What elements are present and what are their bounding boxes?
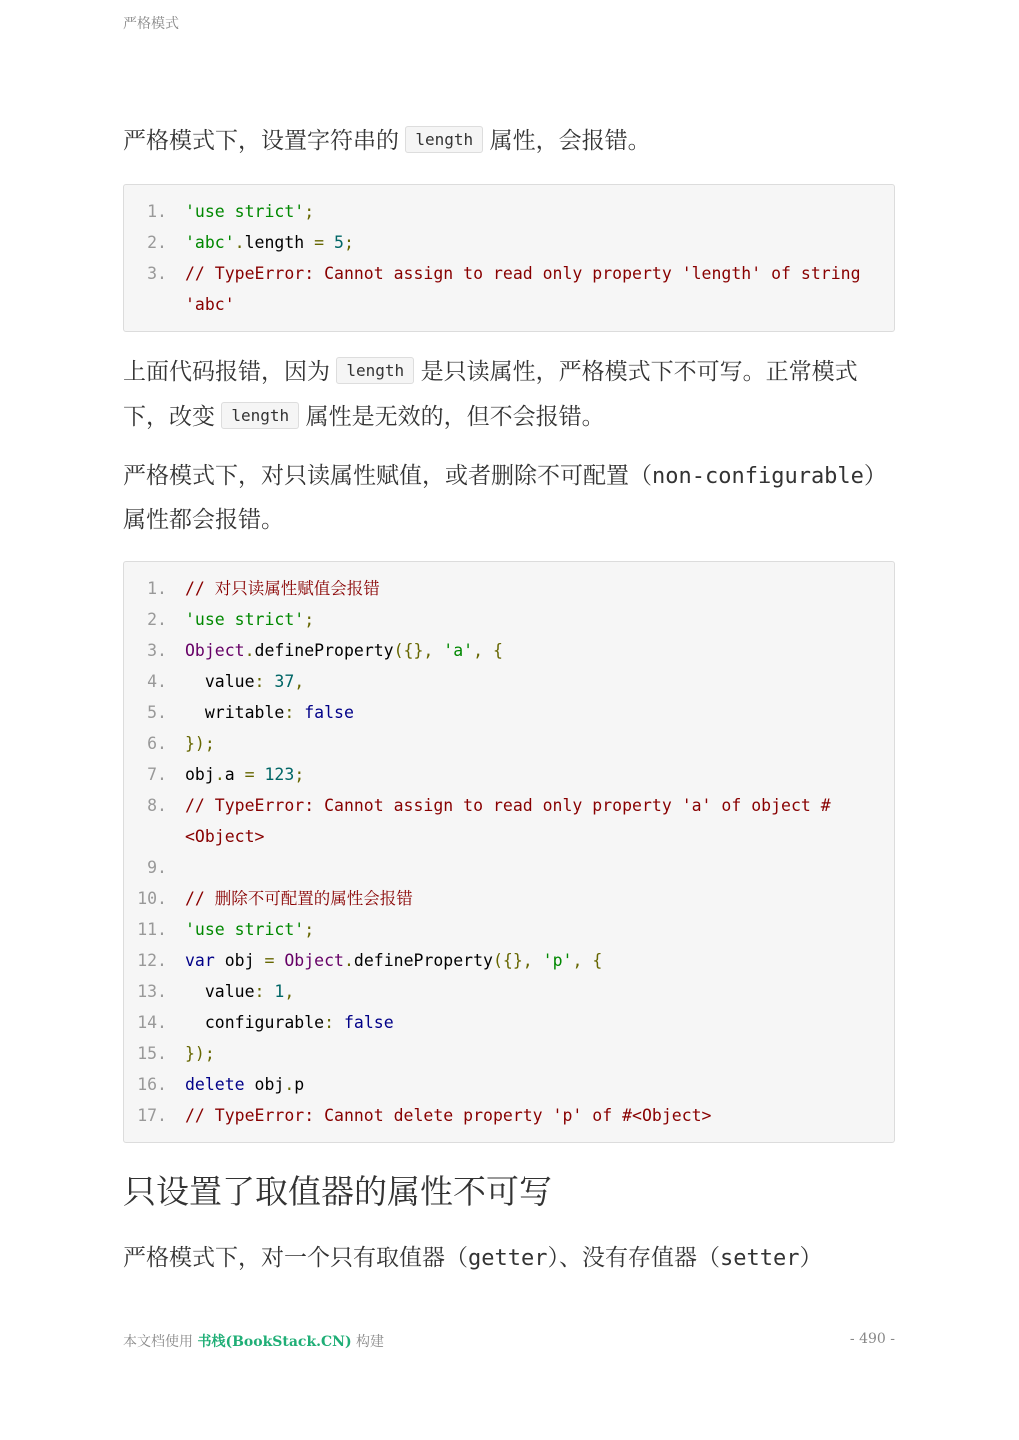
paragraph-1: [123, 119, 895, 164]
code-text: 'use strict';: [185, 920, 315, 939]
page-number: - 490 -: [849, 1331, 895, 1347]
line-number: 4.: [147, 672, 167, 691]
code-line: [124, 697, 894, 728]
code-text: writable: false: [185, 703, 354, 722]
code-line: [124, 196, 894, 227]
code-text: var obj = Object.defineProperty({}, 'p', {: [185, 951, 603, 970]
code-block-1: [123, 184, 895, 332]
code-text: configurable: false: [185, 1013, 394, 1032]
code-line: [124, 666, 894, 697]
code-line: [124, 914, 894, 945]
code-line: [124, 258, 894, 320]
para4-mono-getter: getter: [468, 1246, 548, 1271]
line-number: 16.: [137, 1075, 167, 1094]
para3-text-a: 严格模式下，对只读属性赋值，或者删除不可配置（: [123, 462, 652, 488]
line-number: 6.: [147, 734, 167, 753]
code-line: [124, 573, 894, 604]
code-text: 'abc'.length = 5;: [185, 233, 354, 252]
code-line: [124, 1069, 894, 1100]
code-line: [124, 227, 894, 258]
footer-suffix: 构建: [351, 1334, 385, 1350]
line-number: 12.: [137, 951, 167, 970]
code-text: obj.a = 123;: [185, 765, 305, 784]
line-number: 10.: [137, 889, 167, 908]
code-text: value: 1,: [185, 982, 295, 1001]
para1-text-a: 严格模式下，设置字符串的: [123, 127, 406, 153]
code-line: [124, 976, 894, 1007]
line-number: 1.: [147, 202, 167, 221]
code-text: [185, 852, 894, 883]
para3-text-b: ）属性都会报错。: [123, 462, 887, 532]
code-line: [124, 728, 894, 759]
paragraph-2: [123, 350, 895, 440]
code-text: 'use strict';: [185, 610, 315, 629]
code-line: [124, 945, 894, 976]
section-heading: 只设置了取值器的属性不可写: [123, 1173, 552, 1210]
code-text: // TypeError: Cannot assign to read only property 'a' of object #<Object>: [185, 796, 831, 846]
para2-text-c: 属性是无效的，但不会报错。: [299, 403, 605, 429]
footer-prefix: 本文档使用: [123, 1334, 198, 1350]
paragraph-4: [123, 1236, 895, 1280]
line-number: 3.: [147, 641, 167, 660]
code-text: // 删除不可配置的属性会报错: [185, 889, 413, 908]
code-text: // TypeError: Cannot assign to read only property 'length' of string 'abc': [185, 264, 871, 314]
footer-credit: [123, 1331, 384, 1351]
running-header: 严格模式: [123, 16, 179, 32]
code-text: Object.defineProperty({}, 'a', {: [185, 641, 503, 660]
line-number: 14.: [137, 1013, 167, 1032]
line-number: 5.: [147, 703, 167, 722]
para1-text-b: 属性，会报错。: [483, 127, 651, 153]
line-number: 1.: [147, 579, 167, 598]
para3-mono-term: non-configurable: [652, 464, 864, 489]
footer-brand-link[interactable]: 书栈(BookStack.CN): [197, 1334, 352, 1350]
para2-text-b: 是只读属性，严格模式下不可写。正常模式下，改变: [123, 358, 858, 429]
paragraph-3: [123, 454, 895, 540]
code-block-2: [123, 561, 895, 1143]
inline-code-length: length: [405, 126, 483, 153]
line-number: 11.: [137, 920, 167, 939]
line-number: 9.: [147, 858, 167, 877]
inline-code-length: length: [336, 357, 414, 384]
line-number: 7.: [147, 765, 167, 784]
inline-code-length: length: [221, 402, 299, 429]
code-text: delete obj.p: [185, 1075, 305, 1094]
para2-text-a: 上面代码报错，因为: [123, 358, 337, 384]
para4-mono-setter: setter: [719, 1246, 800, 1271]
code-text: // 对只读属性赋值会报错: [185, 579, 380, 598]
code-line: [124, 604, 894, 635]
code-line: [124, 852, 894, 883]
line-number: 15.: [137, 1044, 167, 1063]
para4-text-b: ）、没有存值器（: [547, 1244, 720, 1270]
code-line: [124, 1038, 894, 1069]
line-number: 2.: [147, 610, 167, 629]
para4-text-a: 严格模式下，对一个只有取值器（: [123, 1244, 468, 1270]
line-number: 2.: [147, 233, 167, 252]
code-text: 'use strict';: [185, 202, 315, 221]
code-line: [124, 1100, 894, 1131]
code-line: [124, 635, 894, 666]
code-text: // TypeError: Cannot delete property 'p' of #<Object>: [185, 1106, 712, 1125]
code-line: [124, 1007, 894, 1038]
line-number: 13.: [137, 982, 167, 1001]
code-text: value: 37,: [185, 672, 305, 691]
line-number: 8.: [147, 796, 167, 815]
code-text: });: [185, 1044, 215, 1063]
para4-text-c: ）: [799, 1244, 823, 1270]
line-number: 17.: [137, 1106, 167, 1125]
code-text: });: [185, 734, 215, 753]
code-line: [124, 790, 894, 852]
code-line: [124, 883, 894, 914]
line-number: 3.: [147, 264, 167, 283]
code-line: [124, 759, 894, 790]
